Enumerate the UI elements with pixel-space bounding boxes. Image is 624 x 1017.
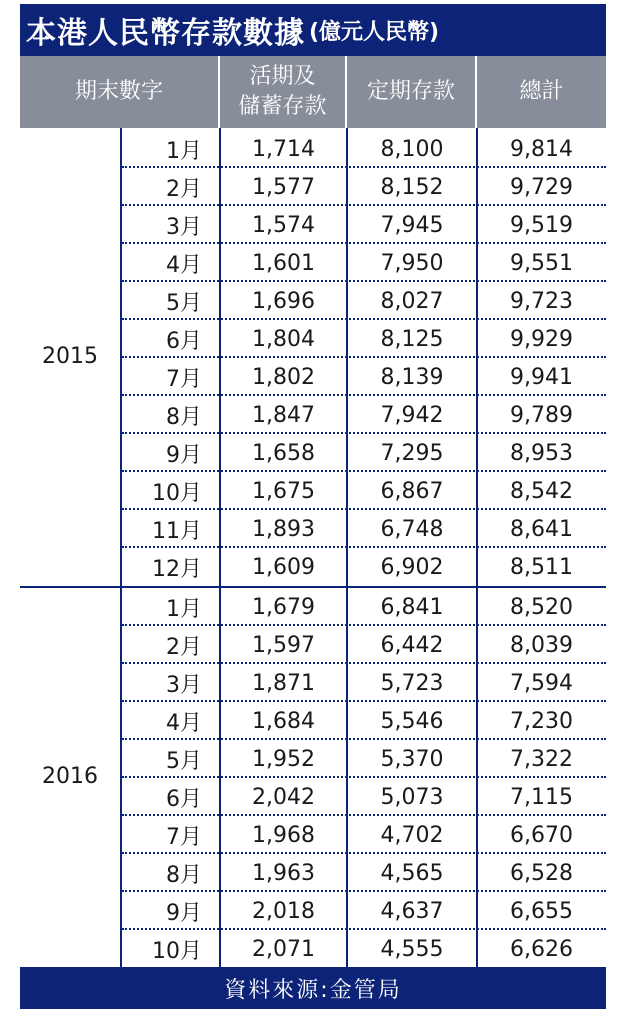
source-text: 資料來源:金管局	[224, 977, 402, 1003]
time-deposit-cell: 4,565	[380, 860, 444, 886]
total-cell: 9,729	[510, 174, 573, 200]
demand-savings-cell: 2,071	[252, 936, 315, 962]
table-row	[20, 168, 606, 206]
month-cell: 5月	[166, 290, 202, 316]
month-cell: 2月	[166, 176, 202, 202]
time-deposit-cell: 7,295	[380, 440, 444, 466]
table-row	[20, 854, 606, 892]
total-cell: 9,929	[510, 326, 573, 352]
table-row	[20, 626, 606, 664]
time-deposit-cell: 6,442	[380, 632, 444, 658]
demand-savings-cell: 1,847	[252, 402, 315, 428]
month-cell: 7月	[166, 366, 202, 392]
month-cell: 10月	[152, 480, 202, 506]
month-cell: 4月	[166, 252, 202, 278]
time-deposit-cell: 4,637	[380, 898, 444, 924]
demand-savings-cell: 1,679	[252, 594, 315, 620]
month-cell: 9月	[166, 442, 202, 468]
demand-savings-cell: 1,601	[252, 250, 315, 276]
month-cell: 6月	[166, 786, 202, 812]
time-deposit-cell: 4,702	[380, 822, 444, 848]
time-deposit-cell: 6,867	[380, 478, 444, 504]
month-cell: 10月	[152, 938, 202, 964]
time-deposit-cell: 8,152	[380, 174, 444, 200]
total-cell: 9,723	[510, 288, 573, 314]
table-row	[20, 472, 606, 510]
month-cell: 8月	[166, 404, 202, 430]
table-row	[20, 510, 606, 548]
table-row	[20, 396, 606, 434]
total-cell: 7,594	[510, 670, 573, 696]
header-period: 期末數字	[20, 56, 220, 128]
total-cell: 8,520	[510, 594, 573, 620]
total-cell: 8,511	[510, 554, 573, 580]
demand-savings-cell: 1,658	[252, 440, 315, 466]
table-row	[20, 206, 606, 244]
time-deposit-cell: 8,100	[380, 136, 444, 162]
demand-savings-cell: 1,804	[252, 326, 315, 352]
header-time-deposits: 定期存款	[347, 56, 477, 128]
time-deposit-cell: 5,073	[380, 784, 444, 810]
time-deposit-cell: 8,125	[380, 326, 444, 352]
header-total: 總計	[519, 79, 564, 104]
table-unit: (億元人民幣)	[309, 19, 440, 45]
total-cell: 6,655	[510, 898, 573, 924]
total-cell: 9,519	[510, 212, 573, 238]
time-deposit-cell: 4,555	[380, 936, 444, 962]
month-cell: 1月	[166, 596, 202, 622]
month-cell: 5月	[166, 748, 202, 774]
month-cell: 12月	[152, 556, 202, 582]
month-cell: 3月	[166, 672, 202, 698]
total-cell: 6,626	[510, 936, 573, 962]
month-cell: 11月	[152, 518, 202, 544]
total-cell: 9,789	[510, 402, 573, 428]
table-row	[20, 588, 606, 626]
month-cell: 2月	[166, 634, 202, 660]
total-cell: 8,039	[510, 632, 573, 658]
demand-savings-cell: 1,597	[252, 632, 315, 658]
month-cell: 4月	[166, 710, 202, 736]
month-cell: 8月	[166, 862, 202, 888]
demand-savings-cell: 2,042	[252, 784, 315, 810]
total-cell: 9,814	[510, 136, 573, 162]
time-deposit-cell: 6,748	[380, 516, 444, 542]
time-deposit-cell: 8,139	[380, 364, 444, 390]
demand-savings-cell: 1,952	[252, 746, 315, 772]
total-cell: 6,670	[510, 822, 573, 848]
demand-savings-cell: 2,018	[252, 898, 315, 924]
table-row	[20, 434, 606, 472]
demand-savings-cell: 1,577	[252, 174, 315, 200]
year-label: 2015	[42, 344, 98, 369]
demand-savings-cell: 1,871	[252, 670, 315, 696]
demand-savings-cell: 1,684	[252, 708, 315, 734]
total-cell: 9,551	[510, 250, 573, 276]
time-deposit-cell: 7,950	[380, 250, 444, 276]
title-bar	[20, 4, 606, 56]
source-bar	[20, 967, 606, 1009]
total-cell: 8,953	[510, 440, 573, 466]
demand-savings-cell: 1,963	[252, 860, 315, 886]
table-row	[20, 664, 606, 702]
table-row	[20, 282, 606, 320]
table-row	[20, 130, 606, 168]
header-demand-savings: 活期及 儲蓄存款	[220, 56, 347, 128]
total-cell: 7,115	[510, 784, 573, 810]
demand-savings-cell: 1,675	[252, 478, 315, 504]
time-deposit-cell: 6,841	[380, 594, 444, 620]
table-row	[20, 930, 606, 968]
demand-savings-cell: 1,968	[252, 822, 315, 848]
total-cell: 6,528	[510, 860, 573, 886]
demand-savings-cell: 1,893	[252, 516, 315, 542]
month-cell: 7月	[166, 824, 202, 850]
table-title: 本港人民幣存款數據	[26, 16, 305, 51]
time-deposit-cell: 8,027	[380, 288, 444, 314]
time-deposit-cell: 5,723	[380, 670, 444, 696]
year-label: 2016	[42, 764, 98, 789]
month-cell: 6月	[166, 328, 202, 354]
time-deposit-cell: 5,546	[380, 708, 444, 734]
table-row	[20, 548, 606, 586]
demand-savings-cell: 1,802	[252, 364, 315, 390]
total-cell: 8,542	[510, 478, 573, 504]
header-row	[20, 56, 606, 128]
time-deposit-cell: 5,370	[380, 746, 444, 772]
total-cell: 7,230	[510, 708, 573, 734]
demand-savings-cell: 1,714	[252, 136, 315, 162]
table-row	[20, 244, 606, 282]
month-cell: 9月	[166, 900, 202, 926]
table-row	[20, 892, 606, 930]
time-deposit-cell: 7,945	[380, 212, 444, 238]
total-cell: 8,641	[510, 516, 573, 542]
demand-savings-cell: 1,609	[252, 554, 315, 580]
demand-savings-cell: 1,574	[252, 212, 315, 238]
demand-savings-cell: 1,696	[252, 288, 315, 314]
table-row	[20, 816, 606, 854]
month-cell: 1月	[166, 138, 202, 164]
total-cell: 7,322	[510, 746, 573, 772]
time-deposit-cell: 7,942	[380, 402, 444, 428]
month-cell: 3月	[166, 214, 202, 240]
table-row	[20, 702, 606, 740]
total-cell: 9,941	[510, 364, 573, 390]
time-deposit-cell: 6,902	[380, 554, 444, 580]
